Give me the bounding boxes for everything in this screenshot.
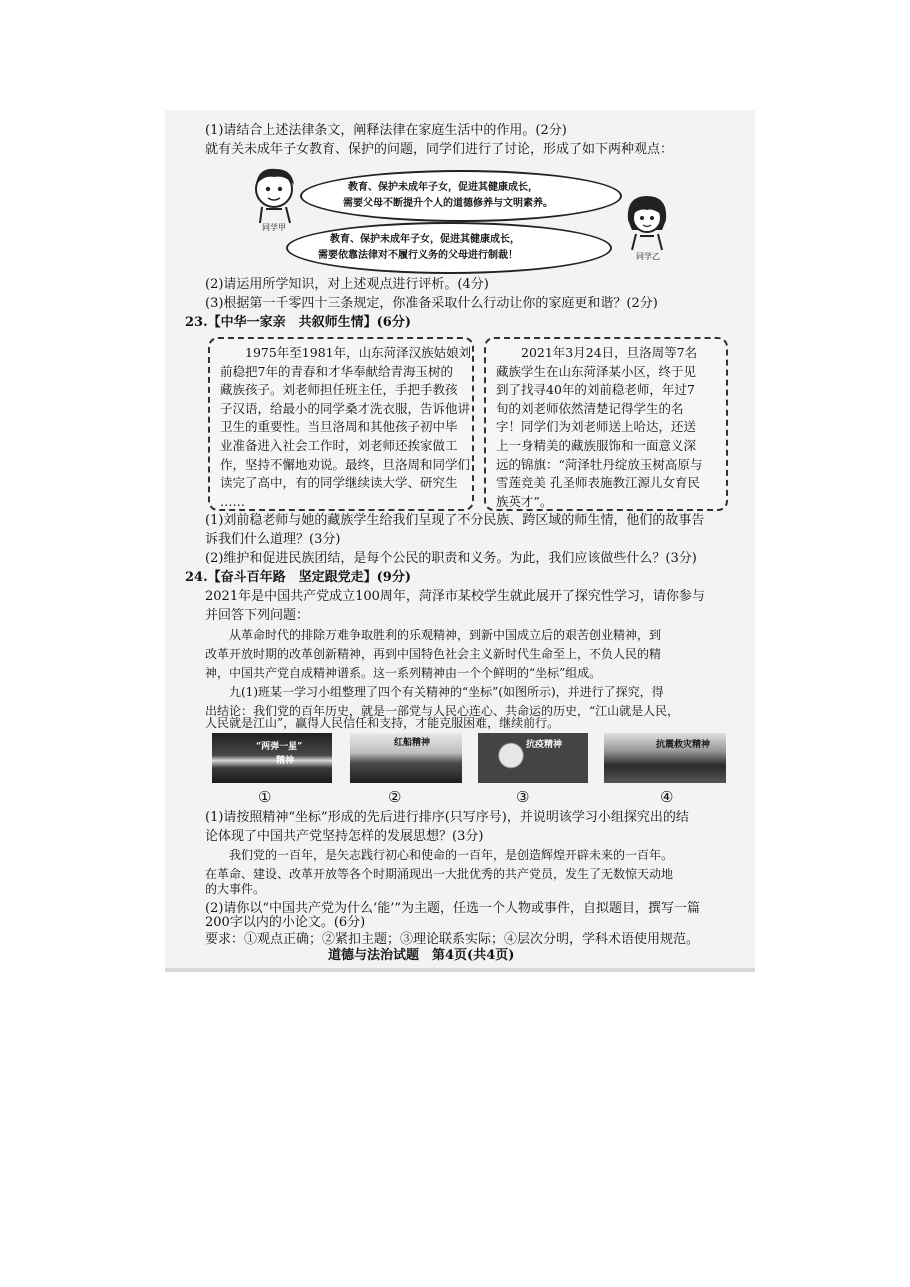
page-footer: 道德与法治试题 第4页(共4页) bbox=[328, 948, 515, 963]
photo-1-caption-line2: 精神 bbox=[276, 756, 295, 766]
story-right-line: 字！同学们为刘老师送上哈达，还送 bbox=[496, 419, 697, 435]
q24-para2-line3: 人民就是江山”，赢得人民信任和支持，才能克服困难，继续前行。 bbox=[205, 716, 560, 730]
photo-4-label: ④ bbox=[660, 788, 674, 806]
story-left-line: 藏族孩子。刘老师担任班主任，手把手教孩 bbox=[220, 382, 458, 398]
photo-red-boat bbox=[350, 733, 462, 783]
story-left-line: 子汉语，给最小的同学桑才洗衣服，告诉他讲 bbox=[220, 400, 471, 416]
story-right-line: 族英才”。 bbox=[496, 493, 553, 509]
story-box-left bbox=[208, 337, 474, 511]
q24-intro-line1: 2021年是中国共产党成立100周年，菏泽市某校学生就此展开了探究性学习，请你参与 bbox=[205, 589, 705, 604]
photo-3-label: ③ bbox=[516, 788, 530, 806]
q22-sub2: (2)请运用所学知识，对上述观点进行评析。(4分) bbox=[205, 277, 489, 292]
q22-intro: 就有关未成年子女教育、保护的问题，同学们进行了讨论，形成了如下两种观点： bbox=[205, 142, 674, 157]
q24-sub1-line1: (1)请按照精神“坐标”形成的先后进行排序(只写序号)，并说明该学习小组探究出的结 bbox=[205, 810, 689, 825]
q23-sub2: (2)维护和促进民族团结，是每个公民的职责和义务。为此，我们应该做些什么？(3分) bbox=[205, 551, 697, 566]
story-right-line: 上一身精美的藏族服饰和一面意义深 bbox=[496, 437, 697, 453]
photo-2-label: ② bbox=[388, 788, 402, 806]
page-edge bbox=[165, 968, 755, 972]
student-b-speech-line2: 需要依靠法律对不履行义务的父母进行制裁！ bbox=[318, 250, 518, 261]
story-left-line: 作，坚持不懈地劝说。最终，旦洛周和同学们 bbox=[220, 456, 471, 472]
photo-1-label: ① bbox=[258, 788, 272, 806]
photo-1-caption-line1: “两弹一星” bbox=[256, 742, 303, 752]
student-a-speech-line1: 教育、保护未成年子女，促进其健康成长， bbox=[348, 182, 538, 193]
q23-heading: 23.【中华一家亲 共叙师生情】(6分) bbox=[185, 315, 411, 330]
q24-para1-line1: 从革命时代的排除万难争取胜利的乐观精神，到新中国成立后的艰苦创业精神，到 bbox=[205, 628, 662, 642]
story-left-line: 1975年至1981年，山东菏泽汉族姑娘刘 bbox=[220, 345, 472, 360]
q24-para1-line3: 神，中国共产党自成精神谱系。这一系列精神由一个个鲜明的“坐标”组成。 bbox=[205, 666, 602, 680]
story-right-line: 2021年3月24日，旦洛周等7名 bbox=[496, 345, 698, 360]
story-left-line: 前稳把7年的青春和才华奉献给青海玉树的 bbox=[220, 363, 453, 379]
q24-sub2-line2: 200字以内的小论文。(6分) bbox=[205, 915, 366, 930]
q24-para3-line2: 在革命、建设、改革开放等各个时期涌现出一大批优秀的共产党员，发生了无数惊天动地 bbox=[205, 867, 674, 881]
story-left-line: 业准备进入社会工作时，刘老师还挨家做工 bbox=[220, 437, 458, 453]
photo-2-caption: 红船精神 bbox=[394, 738, 431, 748]
story-right-line: 雪莲竞美 孔圣师表施教江源儿女育民 bbox=[496, 475, 700, 491]
photo-earthquake-relief bbox=[604, 733, 726, 783]
student-b-name: 同学乙 bbox=[636, 252, 660, 261]
story-right-text bbox=[496, 344, 702, 511]
story-right-line: 旬的刘老师依然清楚记得学生的名 bbox=[496, 400, 684, 416]
q24-para2-line2: 出结论：我们党的百年历史，就是一部党与人民心连心、共命运的历史，“江山就是人民， bbox=[205, 704, 680, 718]
q22-sub1: (1)请结合上述法律条文，阐释法律在家庭生活中的作用。(2分) bbox=[205, 123, 567, 138]
story-left-line: 读完了高中，有的同学继续读大学、研究生 bbox=[220, 475, 458, 491]
photo-pandemic-fight bbox=[478, 733, 588, 783]
photo-3-caption: 抗疫精神 bbox=[526, 740, 563, 750]
q24-para1-line2: 改革开放时期的改革创新精神，再到中国特色社会主义新时代生命至上，不负人民的精 bbox=[205, 647, 662, 661]
story-right-line: 远的锦旗：“菏泽牡丹绽放玉树高原与 bbox=[496, 456, 703, 472]
q24-intro-line2: 并回答下列问题： bbox=[205, 608, 310, 623]
q24-sub1-line2: 论体现了中国共产党坚持怎样的发展思想？(3分) bbox=[205, 829, 484, 844]
q24-para3-line1: 我们党的一百年，是矢志践行初心和使命的一百年，是创造辉煌开辟未来的一百年。 bbox=[205, 848, 674, 862]
q23-sub1-line1: (1)刘前稳老师与她的藏族学生给我们呈现了不分民族、跨区域的师生情，他们的故事告 bbox=[205, 513, 705, 528]
photo-two-bombs-one-satellite bbox=[212, 733, 332, 783]
q24-heading: 24.【奋斗百年路 坚定跟党走】(9分) bbox=[185, 570, 411, 585]
q24-para2-line1: 九(1)班某一学习小组整理了四个有关精神的“坐标”(如图所示)，并进行了探究，得 bbox=[205, 685, 664, 699]
student-a-avatar bbox=[246, 163, 308, 225]
story-right-line: 到了找寻40年的刘前稳老师，年过7 bbox=[496, 382, 695, 398]
story-box-right bbox=[484, 337, 728, 511]
story-left-text bbox=[220, 344, 471, 511]
story-left-line: …… bbox=[220, 493, 245, 509]
photo-4-caption: 抗震救灾精神 bbox=[656, 740, 711, 750]
q24-sub2-line1: (2)请你以“中国共产党为什么‘能’”为主题，任选一个人物或事件，自拟题目，撰写一篇 bbox=[205, 901, 700, 916]
q24-para3-line3: 的大事件。 bbox=[205, 882, 266, 896]
q24-requirements: 要求：①观点正确；②紧扣主题；③理论联系实际；④层次分明，学科术语使用规范。 bbox=[205, 932, 700, 947]
student-a-speech-line2: 需要父母不断提升个人的道德修养与文明素养。 bbox=[343, 198, 553, 209]
student-a-name: 同学甲 bbox=[262, 223, 286, 232]
student-b-speech-line1: 教育、保护未成年子女，促进其健康成长， bbox=[330, 234, 520, 245]
story-left-line: 卫生的重要性。当旦洛周和其他孩子初中毕 bbox=[220, 419, 458, 435]
story-right-line: 藏族学生在山东菏泽某小区，终于见 bbox=[496, 363, 697, 379]
q22-sub3: (3)根据第一千零四十三条规定，你准备采取什么行动让你的家庭更和谐？(2分) bbox=[205, 296, 658, 311]
student-b-avatar bbox=[622, 190, 672, 252]
q23-sub1-line2: 诉我们什么道理？(3分) bbox=[205, 532, 341, 547]
